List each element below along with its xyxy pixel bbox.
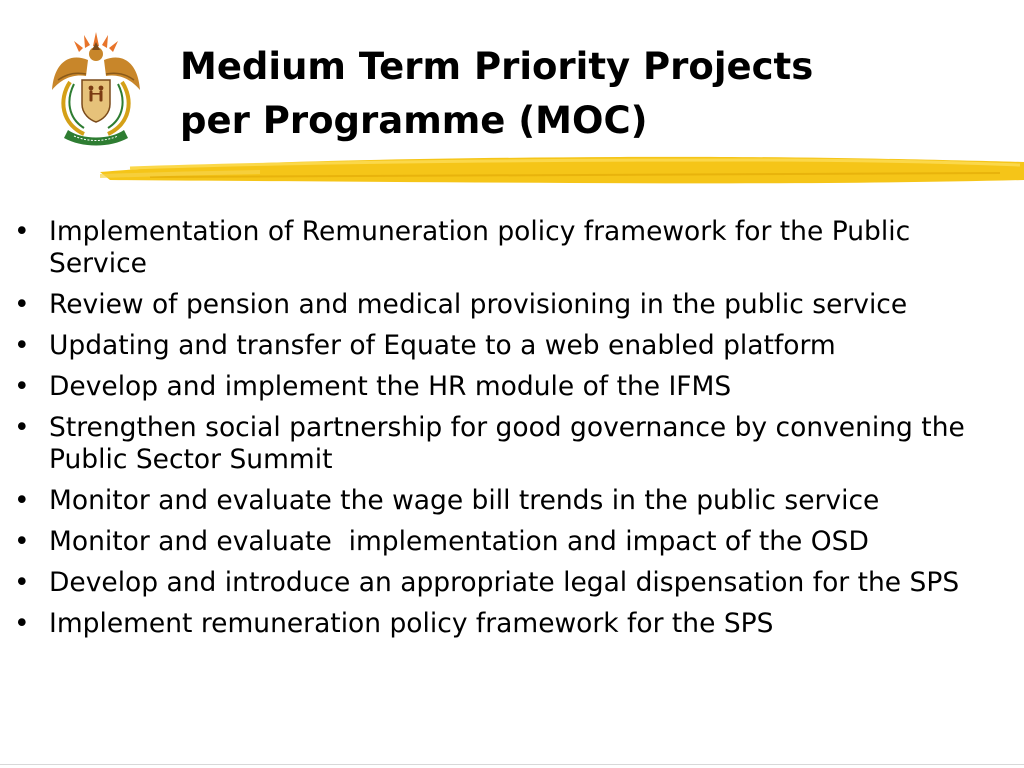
list-item [14,216,1014,280]
list-item-text: Implementation of Remuneration policy framework for the Public Service [49,216,911,279]
list-item-text: Review of pension and medical provisioning in the public service [49,289,908,320]
list-item [14,526,1014,558]
list-item [14,289,1014,321]
list-item [14,371,1014,403]
bullet-icon: • [14,608,30,639]
coat-of-arms-icon [48,30,144,148]
title-line: Medium Term Priority Projects [180,45,814,88]
bullet-icon: • [14,567,30,598]
list-item-text: Updating and transfer of Equate to a web enabled platform [49,330,836,361]
list-item-text: Strengthen social partnership for good governance by convening the Public Sector Summit [49,412,965,475]
bullet-icon: • [14,412,30,443]
slide-title [180,40,1010,148]
list-item-text: Monitor and evaluate the wage bill trends in the public service [49,485,880,516]
list-item-text: Implement remuneration policy framework for the SPS [49,608,774,639]
list-item [14,412,1014,476]
bullet-icon: • [14,371,30,402]
brush-stroke-divider [100,150,1024,190]
list-item [14,608,1014,640]
title-line: per Programme (MOC) [180,99,648,142]
bullet-list [14,216,1014,649]
list-item [14,567,1014,599]
bullet-icon: • [14,526,30,557]
bullet-icon: • [14,216,30,247]
footer-divider [0,764,1024,765]
list-item [14,330,1014,362]
bullet-icon: • [14,289,30,320]
list-item-text: Monitor and evaluate implementation and impact of the OSD [49,526,869,557]
list-item [14,485,1014,517]
list-item-text: Develop and introduce an appropriate legal dispensation for the SPS [49,567,960,598]
list-item-text: Develop and implement the HR module of the IFMS [49,371,732,402]
bullet-icon: • [14,330,30,361]
bullet-icon: • [14,485,30,516]
